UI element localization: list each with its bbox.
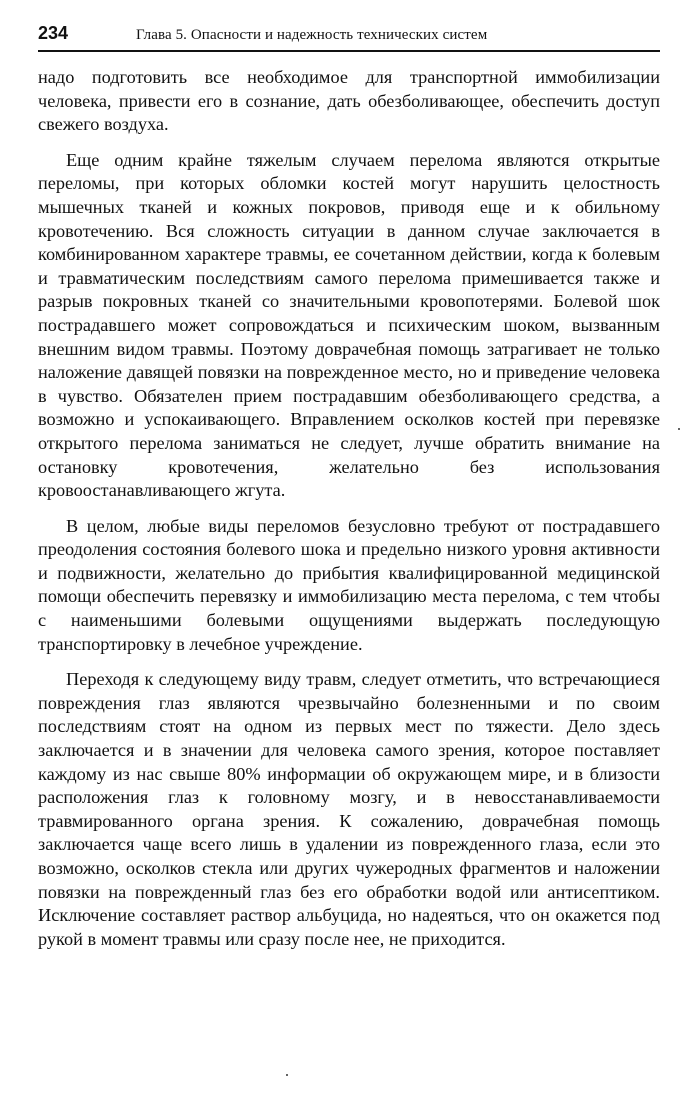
page-number: 234 (38, 23, 69, 43)
book-page (38, 22, 660, 951)
scan-speck (678, 428, 680, 430)
running-header (38, 22, 660, 52)
paragraph-continued: надо подготовить все необходимое для транспортной иммобилизации человека, привести его в сознание, дать обезболивающее, обеспечить доступ свежего воздуха. (38, 67, 660, 135)
paragraph-fractures-summary: В целом, любые виды переломов безусловно требуют от пострадавшего преодоления состояния болевого шока и предельно низкого уровня активности и подвижности, желательно до прибытия квалифицированной медицинской помощи обеспечить перевязку и иммобилизацию места перелома, с тем чтобы с наименьшими болевыми ощущениями выдержать последующую транспортировку в лечебное учреждение. (38, 515, 660, 654)
paragraph-open-fractures: Еще одним крайне тяжелым случаем перелома являются открытые переломы, при которых обломки костей могут нарушить целостность мышечных тканей и кожных покровов, приводя еще и к обильному кровотечению. Вся сложность ситуации в данном случае заключается в комбинированном характере травмы, ее сочетанном действии, когда к болевым и травматическим последствиям самого перелома примешивается также и разрыв покровных тканей со значительными кровопотерями. Болевой шок пострадавшего может сопровождаться и психическим шоком, вызванным внешним видом травмы. Поэтому доврачебная помощь затрагивает не только наложение давящей повязки на поврежденное место, но и приведение человека в чувство. Обязателен прием пострадавшим обезболивающего средства, а возможно и успокаивающего. Вправлением осколков костей при перевязке открытого перелома заниматься не следует, лучше обратить внимание на остановку кровотечения, желательно без использования кровоостанавливающего жгута. (38, 149, 660, 501)
paragraph-eye-injuries: Переходя к следующему виду травм, следует отметить, что встречающиеся повреждения глаз являются чрезвычайно болезненными и по своим последствиям стоят на одном из первых мест по тяжести. Дело здесь заключается и в значении для человека самого зрения, которое поставляет каждому из нас свыше 80% информации об окружающем мире, и в близости расположения глаз к головному мозгу, и в невосстанавливаемости травмированного органа зрения. К сожалению, доврачебная помощь заключается чаще всего лишь в удалении из поврежденного глаза, если это возможно, осколков стекла или других чужеродных фрагментов и наложении повязки на поврежденный глаз без его обработки водой или антисептиком. Исключение составляет раствор альбуцида, но надеяться, что он окажется под рукой в момент травмы или сразу после нее, не приходится. (38, 669, 660, 949)
body-text (38, 66, 660, 951)
scan-speck (286, 1074, 288, 1076)
chapter-title: Глава 5. Опасности и надежность технических систем (136, 27, 488, 43)
